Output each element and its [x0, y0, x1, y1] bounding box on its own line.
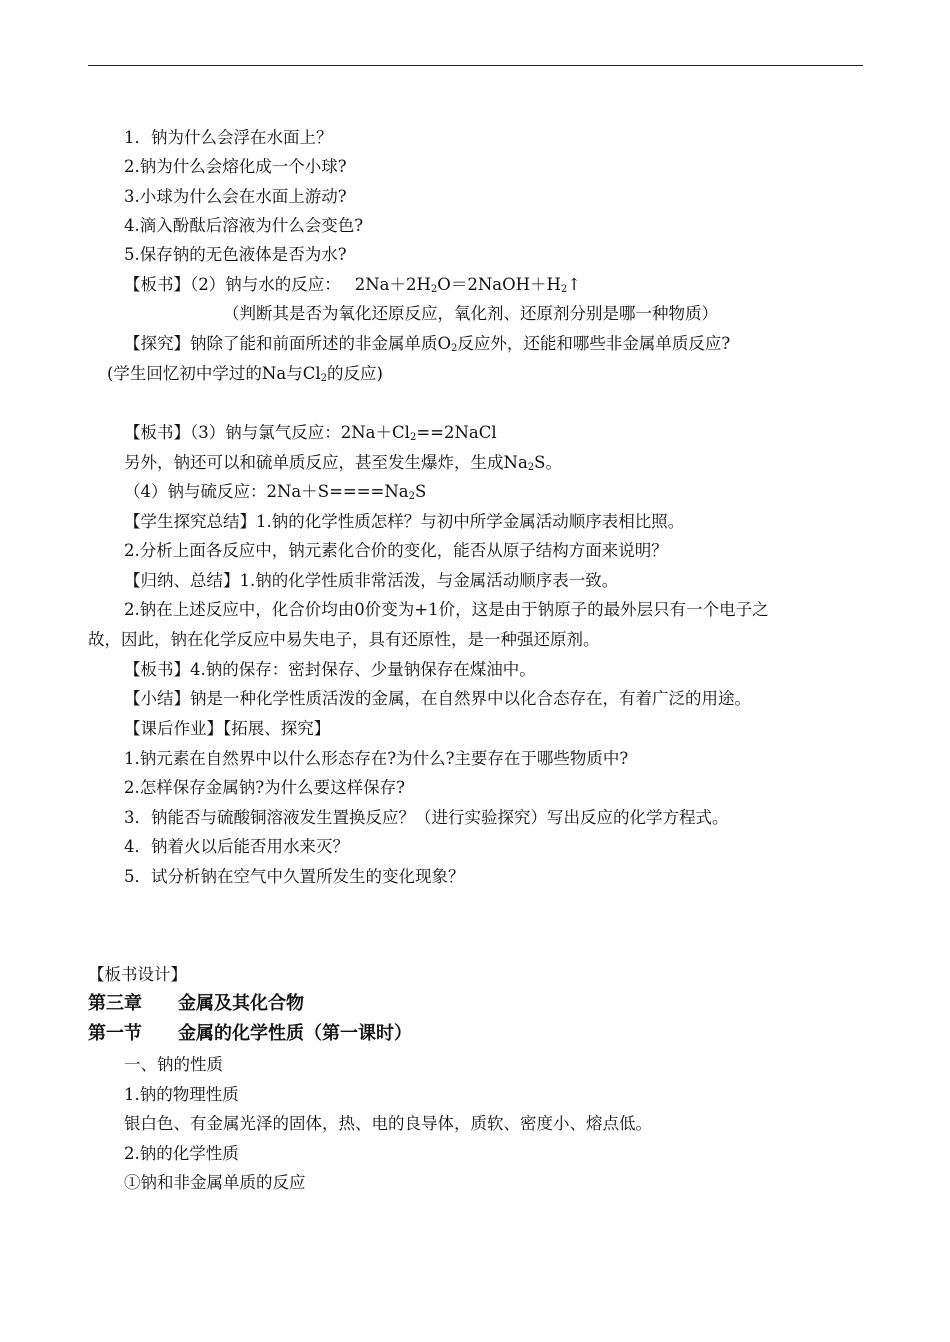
board-label: 【板书】（2）钠与水的反应：: [124, 275, 341, 294]
board-text: ==2NaCl: [416, 423, 497, 442]
chapter-heading: [88, 993, 304, 1015]
subscript: 2: [320, 373, 327, 384]
conclusion-2-line-1: 2.钠在上述反应中，化合价均由0价变为+1价，这是由于钠原子的最外层只有一个电子之: [124, 600, 769, 619]
board-sulfur-reaction: [124, 481, 426, 508]
question-4: 4.滴入酚酞后溶液为什么会变色?: [124, 216, 364, 235]
board-chlorine-reaction: [124, 422, 497, 449]
sulfur-note: [124, 452, 562, 479]
storage-note: 【板书】4.钠的保存：密封保存、少量钠保存在煤油中。: [124, 660, 536, 679]
question-1: 1．钠为什么会浮在水面上？: [124, 128, 333, 147]
chapter-title: 金属及其化合物: [178, 993, 304, 1014]
board-text: （4）钠与硫反应：2Na＋S====Na: [124, 482, 409, 501]
explore-text: 【探究】钠除了能和前面所述的非金属单质O: [124, 334, 452, 353]
recall-text: 的反应): [327, 364, 383, 383]
section-title: 金属的化学性质（第一课时）: [178, 1023, 412, 1044]
brief-summary: 【小结】钠是一种化学性质活泼的金属，在自然界中以化合态存在，有着广泛的用途。: [124, 689, 751, 708]
homework-item-3: 3．钠能否与硫酸铜溶液发生置换反应？（进行实验探究）写出反应的化学方程式。: [124, 808, 729, 827]
subscript: 2: [560, 284, 568, 295]
conclusion-2-line-2: 故，因此，钠在化学反应中易失电子，具有还原性，是一种强还原剂。: [88, 630, 600, 649]
section-heading: [88, 1023, 412, 1045]
outline-item-2: 1.钠的物理性质: [124, 1085, 239, 1104]
outline-item-1: 一、钠的性质: [124, 1055, 223, 1074]
homework-title: 【课后作业】【拓展、探究】: [124, 719, 331, 738]
outline-item-4: 2.钠的化学性质: [124, 1144, 239, 1163]
conclusion-1: 【归纳、总结】1.钠的化学性质非常活泼，与金属活动顺序表一致。: [124, 571, 619, 590]
section-number: 第一节: [88, 1023, 142, 1044]
subscript: 2: [527, 462, 535, 473]
homework-item-1: 1.钠元素在自然界中以什么形态存在?为什么?主要存在于哪些物质中?: [124, 749, 629, 768]
homework-item-4: 4．钠着火以后能否用水来灭？: [124, 837, 349, 856]
question-2: 2.钠为什么会熔化成一个小球?: [124, 157, 347, 176]
recall-line: [107, 363, 383, 390]
summary-question-2: 2.分析上面各反应中，钠元素化合价的变化，能否从原子结构方面来说明？: [124, 541, 668, 560]
arrow-up: ↑: [567, 275, 582, 294]
equation-part: 2Na＋2H: [354, 275, 431, 294]
outline-item-3: 银白色、有金属光泽的固体，热、电的良导体，质软、密度小、熔点低。: [124, 1114, 652, 1133]
summary-question-1: 【学生探究总结】1.钠的化学性质怎样？与初中所学金属活动顺序表相比照。: [124, 512, 685, 531]
explore-line: [124, 333, 730, 360]
note-text: S。: [534, 453, 562, 472]
subscript: 2: [409, 432, 417, 443]
homework-item-2: 2.怎样保存金属钠?为什么要这样保存?: [124, 778, 405, 797]
equation-part: O＝2NaOH＋H: [437, 275, 561, 294]
question-5: 5.保存钠的无色液体是否为水?: [124, 245, 347, 264]
question-3: 3.小球为什么会在水面上游动?: [124, 187, 347, 206]
subscript: 2: [451, 343, 458, 354]
recall-text: (学生回忆初中学过的Na与Cl: [107, 364, 321, 383]
board-text: S: [415, 482, 427, 501]
board-text: 【板书】（3）钠与氯气反应：2Na＋Cl: [124, 423, 410, 442]
board-water-reaction: [124, 274, 581, 301]
subscript: 2: [430, 284, 438, 295]
subscript: 2: [408, 491, 416, 502]
homework-item-5: 5．试分析钠在空气中久置所发生的变化现象？: [124, 867, 465, 886]
outline-item-5: ①钠和非金属单质的反应: [124, 1173, 306, 1192]
design-title: 【板书设计】: [88, 965, 187, 984]
explore-text: 反应外，还能和哪些非金属单质反应?: [457, 334, 731, 353]
chapter-number: 第三章: [88, 993, 142, 1014]
header-rule: [88, 65, 863, 66]
note-text: 另外，钠还可以和硫单质反应，甚至发生爆炸，生成Na: [124, 453, 528, 472]
judge-note: （判断其是否为氧化还原反应，氧化剂、还原剂分别是哪一种物质）: [223, 304, 718, 323]
